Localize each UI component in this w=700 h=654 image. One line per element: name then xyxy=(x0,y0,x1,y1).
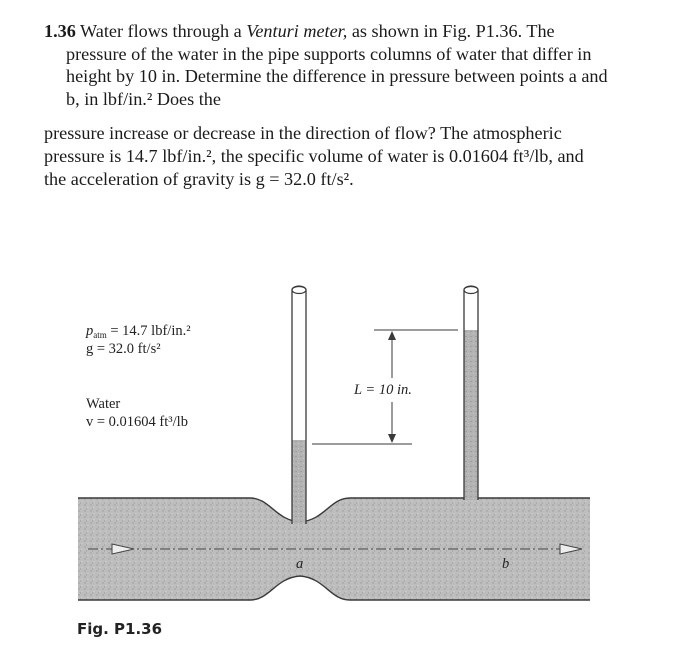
problem-text-1: Water flows through a xyxy=(80,21,242,41)
specific-volume-annotation: v = 0.01604 ft³/lb xyxy=(86,414,188,430)
point-b-label: b xyxy=(502,556,510,572)
dim-arrow-up xyxy=(388,331,396,340)
dim-arrow-down xyxy=(388,434,396,443)
patm-annotation: $p_{atm} = 14.7$ lbf/in.² xyxy=(86,323,191,340)
tube-b-water xyxy=(464,330,478,500)
gravity-annotation: g = 32.0 ft/s² xyxy=(86,341,161,357)
tube-b-top xyxy=(464,287,478,294)
length-label: L = 10 in. xyxy=(354,382,412,398)
problem-text-emphasis: Venturi meter, xyxy=(246,21,348,41)
point-a-label: a xyxy=(296,556,304,572)
pipe-body xyxy=(78,498,590,600)
tube-a-top xyxy=(292,287,306,294)
tube-a-water xyxy=(292,440,306,524)
problem-number: 1.36 xyxy=(44,21,76,41)
water-label: Water xyxy=(86,396,121,412)
problem-text-2: as shown in Fig. P1.36. The pressure of the water in the pipe supports columns of water that differ in height by 10 in. Determine the difference in pressure between points a and b, in lbf/in.² Does the xyxy=(66,21,608,109)
problem-paragraph-2: pressure increase or decrease in the direction of flow? The atmospheric pressure is 14.7 lbf/in.², the specific volume of water is 0.01604 ft³/lb, and the acceleration of gravity is g = 32.0 ft/s². xyxy=(44,123,584,189)
figure-caption: Fig. P1.36 xyxy=(77,620,163,638)
